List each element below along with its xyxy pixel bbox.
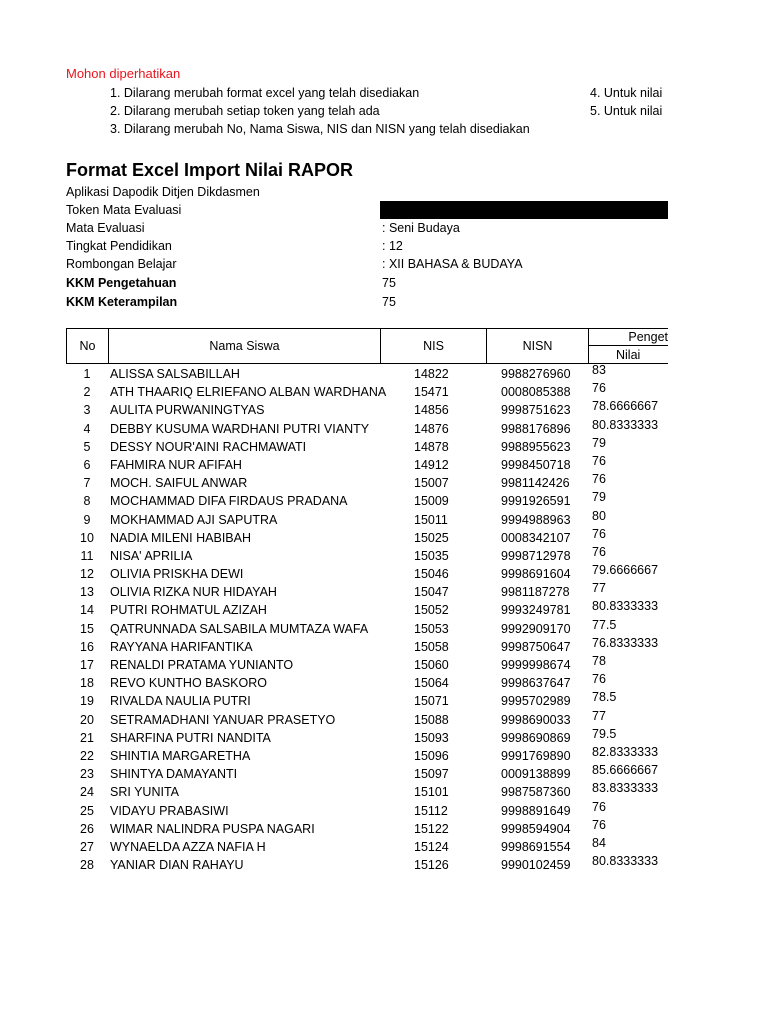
table-row bbox=[66, 635, 668, 657]
row-no: 26 bbox=[80, 821, 94, 836]
rule-4: 4. Untuk nilai bbox=[590, 86, 663, 100]
table-row bbox=[66, 435, 668, 457]
row-no: 2 bbox=[83, 385, 91, 400]
row-value: 78.6666667 bbox=[592, 399, 659, 414]
row-nis: 15097 bbox=[414, 767, 449, 782]
row-nisn: 9993249781 bbox=[501, 603, 571, 618]
row-nis: 14822 bbox=[414, 367, 449, 381]
row-nisn: 9999998674 bbox=[501, 658, 571, 672]
row-nisn: 9998712978 bbox=[501, 548, 571, 563]
row-nisn: 9998690033 bbox=[501, 712, 571, 727]
row-nisn: 9998751623 bbox=[501, 403, 571, 418]
row-nisn: 9981187278 bbox=[501, 585, 570, 600]
row-name: PUTRI ROHMATUL AZIZAH bbox=[110, 603, 267, 618]
rule-1: 1. Dilarang merubah format excel yang telah disediakan bbox=[110, 86, 420, 100]
row-no: 28 bbox=[80, 858, 94, 873]
row-no: 21 bbox=[80, 730, 94, 745]
header-nis: NIS bbox=[380, 328, 487, 364]
table-body bbox=[66, 363, 668, 875]
table-row bbox=[66, 581, 668, 602]
table-row bbox=[66, 835, 668, 857]
row-value: 83 bbox=[592, 363, 606, 377]
table-row bbox=[66, 726, 668, 748]
row-value: 77 bbox=[592, 581, 606, 596]
row-nisn: 9991926591 bbox=[501, 494, 571, 509]
table-row bbox=[66, 490, 668, 511]
row-nis: 15009 bbox=[414, 494, 449, 509]
row-value: 80.8333333 bbox=[592, 599, 659, 614]
table-row bbox=[66, 781, 668, 802]
row-no: 8 bbox=[83, 494, 91, 509]
row-no: 15 bbox=[80, 621, 94, 636]
row-nis: 15112 bbox=[414, 803, 448, 818]
row-nis: 15124 bbox=[414, 839, 449, 854]
row-value: 76 bbox=[592, 817, 606, 832]
table-row bbox=[66, 453, 668, 475]
row-name: MOCH. SAIFUL ANWAR bbox=[110, 476, 248, 491]
row-no: 11 bbox=[80, 548, 94, 563]
row-no: 14 bbox=[80, 603, 94, 618]
row-value: 79 bbox=[592, 435, 606, 450]
row-value: 80 bbox=[592, 508, 606, 523]
row-nis: 15052 bbox=[414, 603, 449, 618]
row-value: 76 bbox=[592, 544, 606, 559]
info-subject-label: Mata Evaluasi bbox=[66, 221, 145, 235]
row-nis: 15046 bbox=[414, 567, 449, 582]
row-nis: 15096 bbox=[414, 748, 449, 763]
row-no: 22 bbox=[80, 748, 94, 763]
row-nis: 15093 bbox=[414, 730, 449, 745]
row-nisn: 9994988963 bbox=[501, 512, 571, 527]
row-name: DEBBY KUSUMA WARDHANI PUTRI VIANTY bbox=[110, 421, 370, 436]
rule-2: 2. Dilarang merubah setiap token yang telah ada bbox=[110, 104, 380, 118]
row-name: WYNAELDA AZZA NAFIA H bbox=[110, 839, 266, 854]
rule-5: 5. Untuk nilai bbox=[590, 104, 663, 118]
table-row bbox=[66, 417, 668, 439]
info-token-label: Token Mata Evaluasi bbox=[66, 203, 182, 217]
row-name: REVO KUNTHO BASKORO bbox=[110, 676, 267, 691]
row-no: 27 bbox=[80, 839, 94, 854]
info-level-label: Tingkat Pendidikan bbox=[66, 239, 172, 253]
row-no: 1 bbox=[83, 367, 91, 381]
row-nisn: 9988955623 bbox=[501, 439, 571, 454]
info-subject-value: : Seni Budaya bbox=[382, 221, 460, 235]
row-name: SETRAMADHANI YANUAR PRASETYO bbox=[110, 712, 336, 727]
row-name: AULITA PURWANINGTYAS bbox=[110, 403, 265, 418]
row-no: 23 bbox=[80, 767, 94, 782]
row-nis: 14878 bbox=[414, 439, 449, 454]
table-row bbox=[66, 472, 668, 493]
row-name: ATH THAARIQ ELRIEFANO ALBAN WARDHANA bbox=[110, 385, 387, 400]
table-row bbox=[66, 526, 668, 548]
row-nis: 15060 bbox=[414, 658, 449, 672]
row-value: 76 bbox=[592, 472, 606, 487]
table-row bbox=[66, 672, 668, 693]
table-row bbox=[66, 708, 668, 730]
row-name: OLIVIA RIZKA NUR HIDAYAH bbox=[110, 585, 277, 600]
row-nisn: 0009138899 bbox=[501, 767, 571, 782]
row-name: NADIA MILENI HABIBAH bbox=[110, 530, 252, 545]
row-name: YANIAR DIAN RAHAYU bbox=[110, 858, 244, 873]
row-nisn: 9988176896 bbox=[501, 421, 571, 436]
row-name: SRI YUNITA bbox=[110, 785, 179, 800]
row-name: RAYYANA HARIFANTIKA bbox=[110, 639, 253, 654]
notice-title: Mohon diperhatikan bbox=[66, 66, 181, 81]
row-nis: 15011 bbox=[414, 512, 448, 527]
row-value: 80.8333333 bbox=[592, 854, 659, 869]
row-value: 78.5 bbox=[592, 690, 617, 705]
row-nisn: 9998691554 bbox=[501, 839, 571, 854]
row-nis: 15064 bbox=[414, 676, 449, 691]
header-nisn: NISN bbox=[486, 328, 589, 364]
row-no: 4 bbox=[83, 421, 91, 436]
info-kkm-knowledge-value: 75 bbox=[382, 276, 396, 290]
row-nis: 15101 bbox=[414, 785, 449, 800]
table-row bbox=[66, 854, 668, 875]
table-row bbox=[66, 544, 668, 566]
row-nisn: 9998891649 bbox=[501, 803, 571, 818]
page-title: Format Excel Import Nilai RAPOR bbox=[66, 160, 354, 180]
info-kkm-skill-label: KKM Keterampilan bbox=[66, 295, 178, 309]
row-no: 9 bbox=[83, 512, 91, 527]
row-nis: 15088 bbox=[414, 712, 449, 727]
row-value: 76 bbox=[592, 526, 606, 541]
table-row bbox=[66, 599, 668, 620]
info-level-value: : 12 bbox=[382, 239, 403, 253]
row-value: 77 bbox=[592, 708, 606, 723]
header-group: Penget bbox=[588, 328, 668, 346]
row-no: 6 bbox=[83, 457, 91, 472]
row-nis: 15071 bbox=[414, 694, 449, 709]
row-nis: 15122 bbox=[414, 821, 449, 836]
table-row bbox=[66, 654, 668, 675]
row-value: 76 bbox=[592, 799, 606, 814]
row-name: QATRUNNADA SALSABILA MUMTAZA WAFA bbox=[110, 621, 369, 636]
row-value: 76 bbox=[592, 381, 606, 396]
row-name: MOKHAMMAD AJI SAPUTRA bbox=[110, 512, 278, 527]
row-value: 78 bbox=[592, 654, 606, 668]
row-no: 18 bbox=[80, 676, 94, 691]
row-nisn: 9987587360 bbox=[501, 785, 571, 800]
row-name: MOCHAMMAD DIFA FIRDAUS PRADANA bbox=[110, 494, 348, 509]
row-value: 84 bbox=[592, 835, 606, 850]
row-value: 77.5 bbox=[592, 617, 617, 632]
row-nis: 15053 bbox=[414, 621, 449, 636]
row-nisn: 9981142426 bbox=[501, 476, 570, 491]
row-nisn: 9998594904 bbox=[501, 821, 571, 836]
row-value: 76 bbox=[592, 453, 606, 468]
row-nis: 15025 bbox=[414, 530, 449, 545]
header-name: Nama Siswa bbox=[108, 328, 381, 364]
row-name: ALISSA SALSABILLAH bbox=[110, 367, 240, 381]
row-name: RIVALDA NAULIA PUTRI bbox=[110, 694, 251, 709]
row-nis: 15471 bbox=[414, 385, 449, 400]
row-value: 80.8333333 bbox=[592, 417, 659, 432]
row-value: 79.5 bbox=[592, 726, 617, 741]
app-name: Aplikasi Dapodik Ditjen Dikdasmen bbox=[66, 185, 260, 199]
row-nisn: 0008342107 bbox=[501, 530, 571, 545]
row-value: 79 bbox=[592, 490, 606, 505]
info-kkm-knowledge-label: KKM Pengetahuan bbox=[66, 276, 177, 290]
table-row bbox=[66, 617, 668, 639]
row-value: 76 bbox=[592, 672, 606, 687]
row-no: 17 bbox=[80, 658, 94, 672]
row-no: 12 bbox=[80, 567, 94, 582]
table-row bbox=[66, 399, 668, 420]
row-name: WIMAR NALINDRA PUSPA NAGARI bbox=[110, 821, 315, 836]
row-nisn: 9991769890 bbox=[501, 748, 571, 763]
row-nisn: 9995702989 bbox=[501, 694, 571, 709]
row-value: 76.8333333 bbox=[592, 635, 659, 650]
header-no: No bbox=[66, 328, 109, 364]
row-nisn: 9998637647 bbox=[501, 676, 571, 691]
info-class-value: : XII BAHASA & BUDAYA bbox=[382, 257, 523, 271]
row-no: 10 bbox=[80, 530, 94, 545]
row-nisn: 9998690869 bbox=[501, 730, 571, 745]
table-row bbox=[66, 508, 668, 530]
rule-3: 3. Dilarang merubah No, Nama Siswa, NIS dan NISN yang telah disediakan bbox=[110, 122, 530, 136]
row-nisn: 9998750647 bbox=[501, 639, 571, 654]
row-nis: 14912 bbox=[414, 457, 449, 472]
row-no: 13 bbox=[80, 585, 94, 600]
row-nis: 15035 bbox=[414, 548, 449, 563]
row-no: 19 bbox=[80, 694, 94, 709]
row-name: OLIVIA PRISKHA DEWI bbox=[110, 567, 244, 582]
row-name: SHINTIA MARGARETHA bbox=[110, 748, 251, 763]
row-nis: 15007 bbox=[414, 476, 449, 491]
row-nis: 15058 bbox=[414, 639, 449, 654]
table-row bbox=[66, 690, 668, 711]
table-header bbox=[66, 328, 668, 366]
row-name: RENALDI PRATAMA YUNIANTO bbox=[110, 658, 294, 672]
table-row bbox=[66, 563, 668, 584]
table-row bbox=[66, 363, 668, 384]
table-row bbox=[66, 744, 668, 766]
row-name: VIDAYU PRABASIWI bbox=[110, 803, 229, 818]
row-value: 79.6666667 bbox=[592, 563, 659, 578]
row-value: 82.8333333 bbox=[592, 744, 659, 759]
info-kkm-skill-value: 75 bbox=[382, 295, 396, 309]
row-nisn: 0008085388 bbox=[501, 385, 571, 400]
table-row bbox=[66, 817, 668, 839]
row-name: DESSY NOUR'AINI RACHMAWATI bbox=[110, 439, 307, 454]
row-nisn: 9998691604 bbox=[501, 567, 571, 582]
table-row bbox=[66, 763, 668, 784]
row-name: SHINTYA DAMAYANTI bbox=[110, 767, 238, 782]
row-value: 85.6666667 bbox=[592, 763, 659, 778]
row-nisn: 9988276960 bbox=[501, 367, 571, 381]
row-name: SHARFINA PUTRI NANDITA bbox=[110, 730, 271, 745]
row-nisn: 9992909170 bbox=[501, 621, 571, 636]
row-no: 24 bbox=[80, 785, 94, 800]
row-name: FAHMIRA NUR AFIFAH bbox=[110, 457, 242, 472]
row-nisn: 9998450718 bbox=[501, 457, 571, 472]
row-nis: 15126 bbox=[414, 858, 449, 873]
info-class-label: Rombongan Belajar bbox=[66, 257, 177, 271]
token-redacted-bar bbox=[380, 201, 668, 219]
row-value: 83.8333333 bbox=[592, 781, 659, 796]
row-nisn: 9990102459 bbox=[501, 858, 571, 873]
row-no: 5 bbox=[83, 439, 91, 454]
row-nis: 15047 bbox=[414, 585, 449, 600]
row-no: 16 bbox=[80, 639, 94, 654]
row-no: 3 bbox=[83, 403, 91, 418]
row-no: 20 bbox=[80, 712, 94, 727]
row-no: 7 bbox=[83, 476, 91, 491]
header-sub: Nilai bbox=[588, 345, 668, 364]
row-no: 25 bbox=[80, 803, 94, 818]
row-nis: 14876 bbox=[414, 421, 449, 436]
table-row bbox=[66, 799, 668, 821]
table-row bbox=[66, 381, 668, 402]
row-nis: 14856 bbox=[414, 403, 449, 418]
row-name: NISA' APRILIA bbox=[110, 548, 193, 563]
